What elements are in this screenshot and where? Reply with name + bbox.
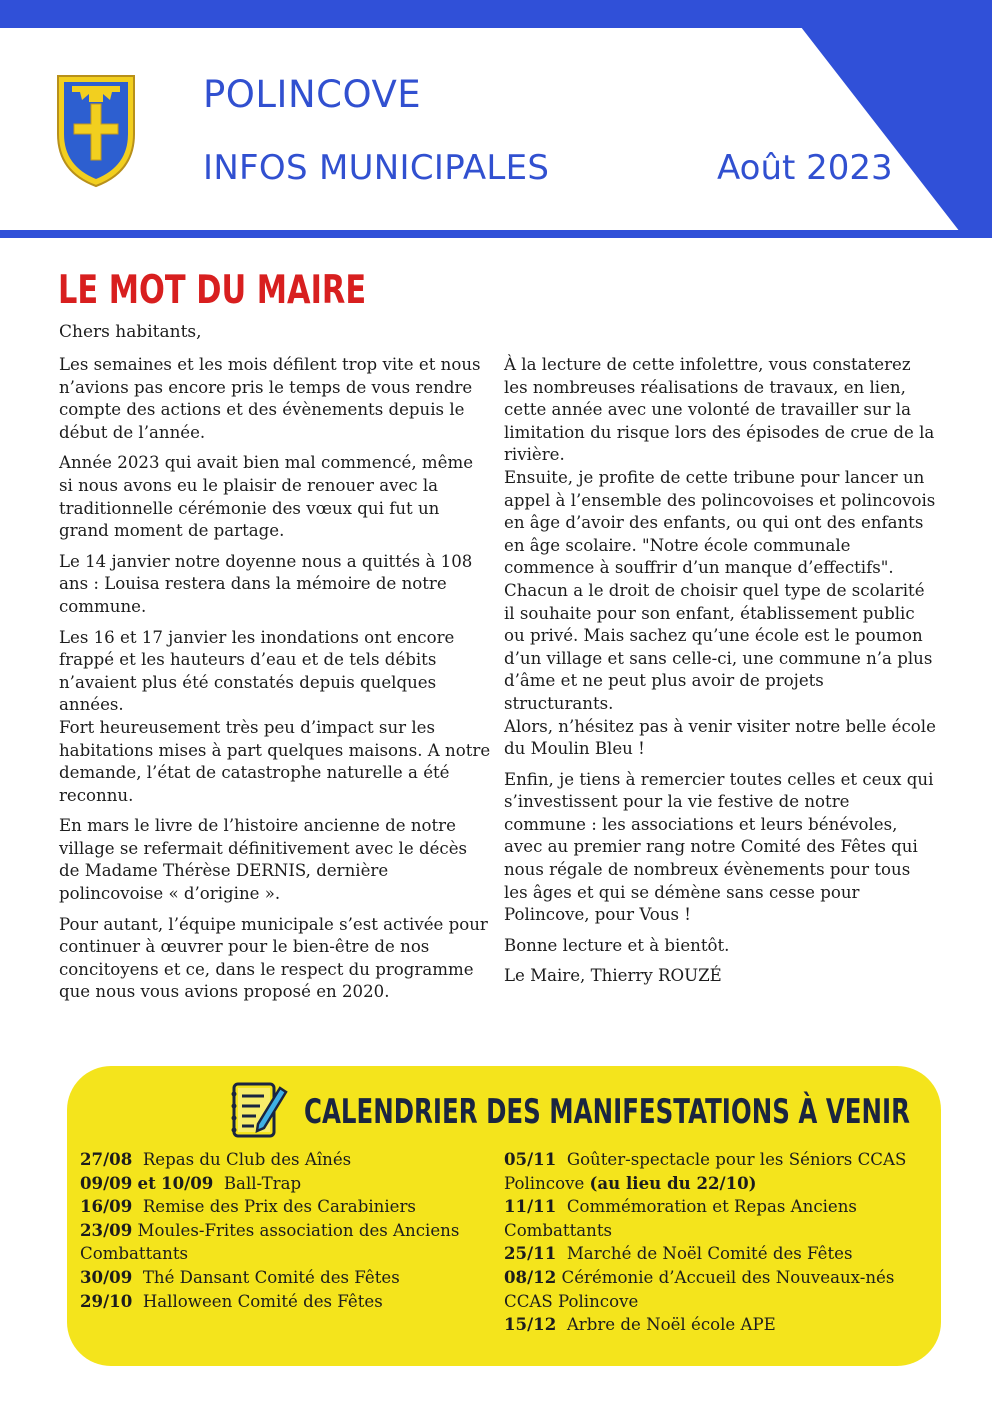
mayor-text-left-column (59, 354, 491, 1012)
signature: Le Maire, Thierry ROUZÉ (504, 966, 722, 986)
greeting: Chers habitants, (59, 322, 202, 342)
event-text: Arbre de Noël école APE (566, 1315, 776, 1335)
event-text: Cérémonie d’Accueil des Nouveaux-nés CCAS Polincove (504, 1267, 895, 1311)
paragraph: Les 16 et 17 janvier les inondations ont encore frappé et les hauteurs d’eau et de tels débits n’avaient plus été constatés depuis quelques années. Fort heureusement très peu d’impact sur les habitations mises à part quelques maisons. A notre demande, l’état de catastrophe naturelle a été reconnu. (59, 627, 491, 805)
event-date-end: 10/09 (161, 1172, 214, 1193)
paragraph: Année 2023 qui avait bien mal commencé, même si nous avons eu le plaisir de renouer avec la traditionnelle cérémonie des vœux qui fut un grand moment de partage. (59, 453, 474, 541)
event-date: 23/09 (80, 1219, 133, 1240)
event-date: 05/11 (504, 1149, 557, 1169)
event-date: 11/11 (504, 1196, 557, 1217)
event-note: (au lieu du 22/10) (589, 1172, 757, 1193)
paragraph: Les semaines et les mois défilent trop vite et nous n’avions pas encore pris le temps de vous rendre compte des actions et des évènements depuis le début de l’année. (59, 355, 481, 442)
event-date: 30/09 (80, 1266, 133, 1287)
header-divider (0, 230, 992, 238)
mayor-text-right-column (504, 354, 936, 996)
event-item (504, 1148, 924, 1195)
event-date: 25/11 (504, 1243, 557, 1264)
events-left-column (80, 1148, 490, 1313)
coat-of-arms-icon (54, 72, 138, 190)
event-text: Halloween Comité des Fêtes (142, 1291, 383, 1311)
checklist-pen-icon (228, 1078, 288, 1140)
event-date: 16/09 (80, 1196, 133, 1217)
event-text: Ball-Trap (223, 1173, 302, 1193)
event-item (80, 1219, 490, 1266)
event-item (504, 1242, 924, 1266)
page-title: POLINCOVE (203, 73, 422, 116)
paragraph: Bonne lecture et à bientôt. (504, 935, 730, 955)
event-item (504, 1313, 924, 1337)
event-text: Goûter-spectacle pour les Séniors CCAS Polincove (504, 1150, 907, 1193)
event-date: 15/12 (504, 1314, 557, 1335)
event-date: 09/09 (80, 1172, 133, 1193)
event-text: Moules-Frites association des Anciens Combattants (80, 1220, 460, 1264)
event-text: Repas du Club des Aînés (142, 1150, 352, 1169)
paragraph: En mars le livre de l’histoire ancienne de notre village se refermait définitivement avec le décès de Madame Thérèse DERNIS, dernière polincovoise « d’origine ». (59, 816, 468, 904)
event-date: 08/12 (504, 1266, 557, 1287)
event-text: Commémoration et Repas Anciens Combattants (504, 1197, 857, 1240)
events-right-column (504, 1148, 924, 1337)
paragraph: Le 14 janvier notre doyenne nous a quittés à 108 ans : Louisa restera dans la mémoire de notre commune. (59, 551, 473, 616)
calendar-title: CALENDRIER DES MANIFESTATIONS À VENIR (304, 1092, 910, 1132)
event-item (80, 1195, 490, 1219)
event-item (80, 1290, 490, 1314)
paragraph: À la lecture de cette infolettre, vous constaterez les nombreuses réalisations de travaux, en lien, cette année avec une volonté de travailler sur la limitation du risque lors des épisodes de crue de la rivière. Ensuite, je profite de cette tribune pour lancer un appel à l’ensemble des polincovoises et polincovois en âge d’avoir des enfants, ou qui ont des enfants en âge scolaire. "Notre école communale commence à souffrir d’un manque d’effectifs". Chacun a le droit de choisir quel type de scolarité il souhaite pour son enfant, établissement public ou privé. Mais sachez qu’une école est le poumon d’un village et sans celle-ci, une commune n’a plus d’âme et ne peut plus avoir de projets structurants. Alors, n’hésitez pas à venir visiter notre belle école du Moulin Bleu ! (504, 355, 936, 759)
event-date: 27/08 (80, 1149, 133, 1169)
paragraph: Enfin, je tiens à remercier toutes celles et ceux qui s’investissent pour la vie festive de notre commune : les associations et leurs bénévoles, avec au premier rang notre Comité des Fêtes qui nous régale de nombreux évènements pour tous les âges et qui se démène sans cesse pour Polincove, pour Vous ! (504, 769, 934, 925)
event-text: Marché de Noël Comité des Fêtes (566, 1244, 853, 1264)
event-item (80, 1148, 490, 1172)
event-date-separator: et (137, 1172, 156, 1193)
event-text: Remise des Prix des Carabiniers (142, 1197, 416, 1217)
header-diagonal-decoration (0, 0, 992, 240)
event-item (504, 1195, 924, 1242)
event-item (80, 1266, 490, 1290)
section-title-mot-du-maire: LE MOT DU MAIRE (58, 268, 367, 313)
event-item (504, 1266, 924, 1313)
paragraph: Pour autant, l’équipe municipale s’est activée pour continuer à œuvrer pour le bien-être de nos concitoyens et ce, dans le respect du programme que nous vous avions proposé en 2020. (59, 914, 488, 1002)
page-subtitle: INFOS MUNICIPALES (203, 148, 550, 188)
event-date: 29/10 (80, 1290, 133, 1311)
event-item (80, 1172, 490, 1196)
event-text: Thé Dansant Comité des Fêtes (142, 1267, 400, 1287)
issue-date: Août 2023 (717, 148, 893, 188)
